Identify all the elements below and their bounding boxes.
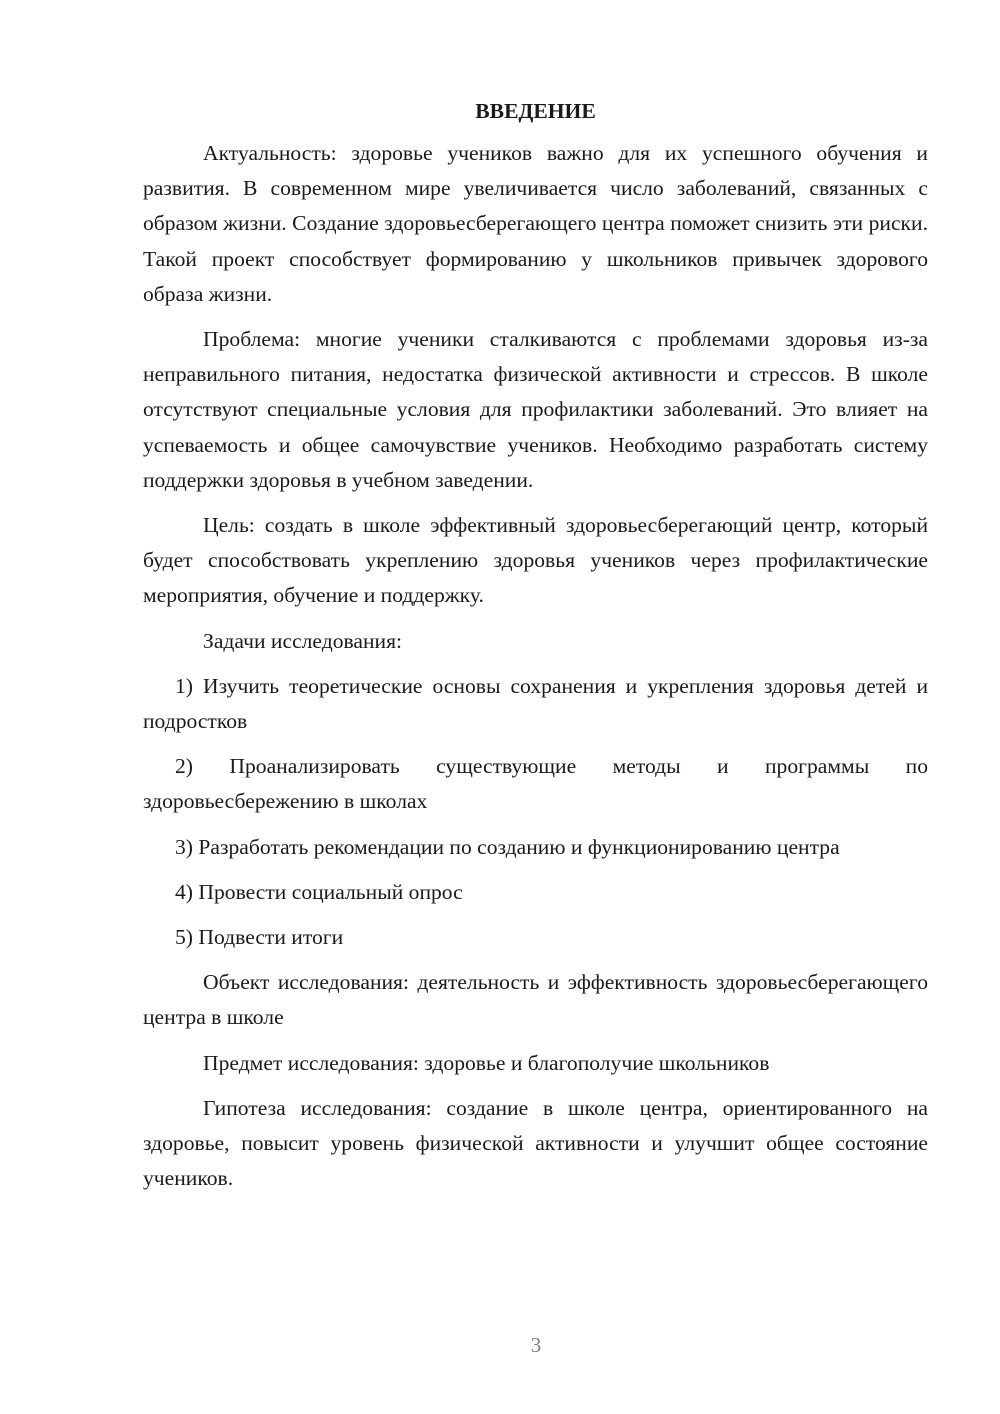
task-item: 4) Провести социальный опрос bbox=[175, 879, 463, 904]
paragraph-problem: Проблема: многие ученики сталкиваются с проблемами здоровья из-за неправильного питания, недостатка физической активности и стрессов. В школе отсутствуют специальные условия для профилактики заболеваний. Это влияет на успеваемость и общее самочувствие учеников. Необходимо разработать систему поддержки здоровья в учебном заведении. bbox=[143, 327, 928, 492]
paragraph-hypothesis: Гипотеза исследования: создание в школе центра, ориентированного на здоровье, повысит уровень физической активности и улучшит общее состояние учеников. bbox=[143, 1095, 928, 1191]
paragraph-goal: Цель: создать в школе эффективный здоровьесберегающий центр, который будет способствовать укреплению здоровья учеников через профилактические мероприятия, обучение и поддержку. bbox=[143, 513, 928, 608]
document-body bbox=[143, 96, 928, 1196]
task-item: 5) Подвести итоги bbox=[175, 925, 344, 950]
page-title: ВВЕДЕНИЕ bbox=[475, 99, 596, 123]
paragraph-object: Объект исследования: деятельность и эффективность здоровьесберегающего центра в школе bbox=[143, 970, 928, 1030]
paragraph-relevance: Актуальность: здоровье учеников важно для их успешного обучения и развития. В современном мире увеличивается число заболеваний, связанных с образом жизни. Создание здоровьесберегающего центра поможет снизить эти риски. Такой проект способствует формированию у школьников привычек здорового образа жизни. bbox=[143, 141, 928, 306]
task-item: 2) Проанализировать существующие методы и программы по здоровьесбережению в школах bbox=[143, 754, 928, 814]
task-item: 1) Изучить теоретические основы сохранения и укрепления здоровья детей и подростков bbox=[143, 673, 928, 734]
task-item: 3) Разработать рекомендации по созданию и функционированию центра bbox=[175, 834, 840, 859]
paragraph-subject: Предмет исследования: здоровье и благополучие школьников bbox=[203, 1050, 770, 1075]
tasks-heading: Задачи исследования: bbox=[203, 628, 403, 653]
page-number: 3 bbox=[530, 1333, 542, 1357]
